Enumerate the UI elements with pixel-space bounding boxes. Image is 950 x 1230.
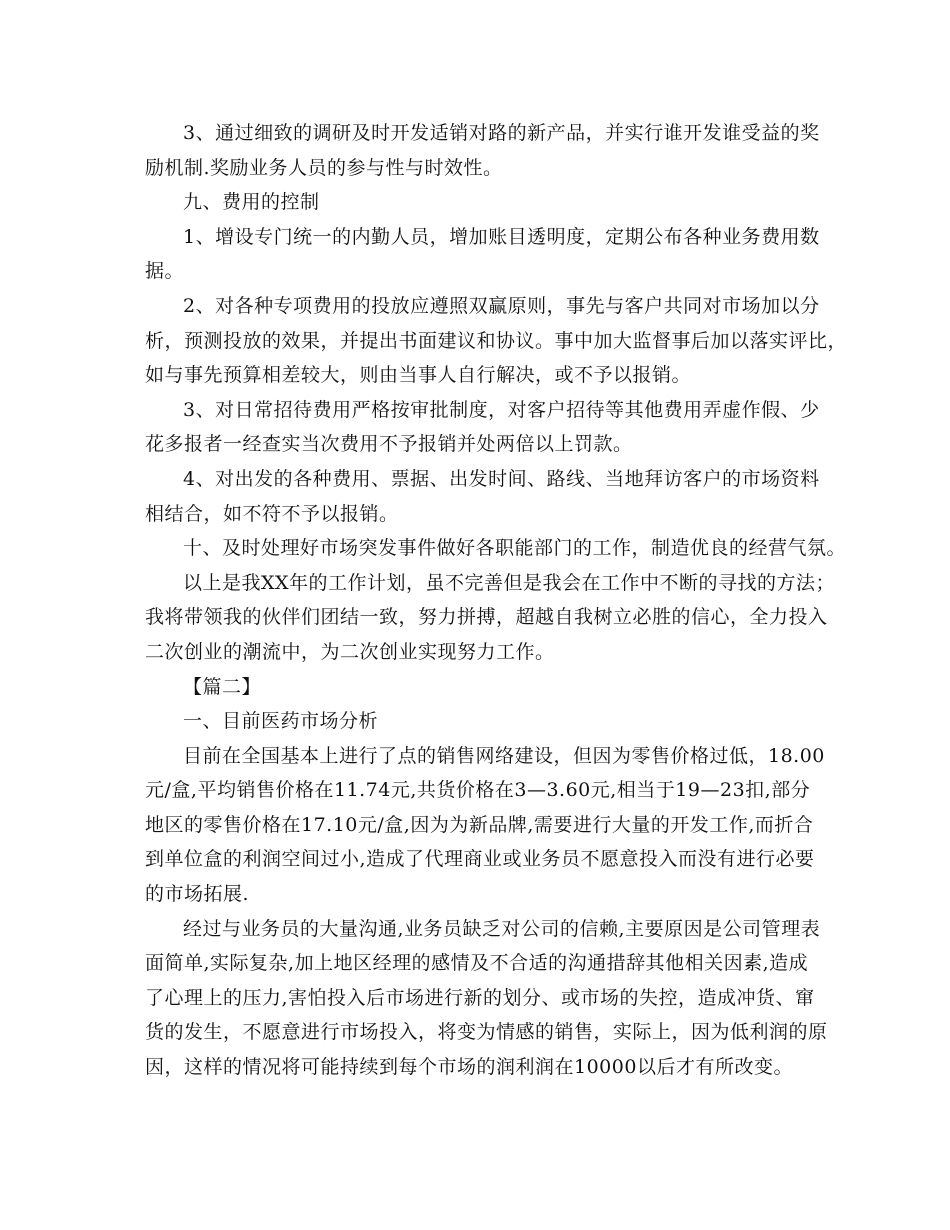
- text-line: 一、目前医药市场分析: [183, 710, 379, 733]
- text-line: 3、对日常招待费用严格按审批制度，对客户招待等其他费用弄虚作假、少: [183, 398, 820, 421]
- text-line: 十、及时处理好市场突发事件做好各职能部门的工作，制造优良的经营气氛。: [183, 537, 847, 560]
- text-line: 3、通过细致的调研及时开发适销对路的新产品，并实行谁开发谁受益的奖: [183, 122, 820, 144]
- text-line: 九、费用的控制: [183, 191, 320, 214]
- text-line: 面简单,实际复杂,加上地区经理的感情及不合适的沟通措辞其他相关因素,造成: [145, 952, 809, 975]
- paragraph-cost-item-4: [145, 462, 820, 531]
- text-line: 2、对各种专项费用的投放应遵照双赢原则，事先与客户共同对市场加以分: [183, 294, 820, 317]
- paragraph-cost-item-1: [145, 220, 820, 289]
- text-line: 据。: [145, 260, 185, 283]
- text-line: 地区的零售价格在17.10元/盒,因为为新品牌,需要进行大量的开发工作,而折合: [145, 813, 814, 836]
- text-line: 如与事先预算相差较大，则由当事人自行解决，或不予以报销。: [145, 364, 692, 387]
- paragraph-pricing-analysis: [145, 739, 825, 912]
- paragraph-research-incentive: [145, 116, 820, 185]
- text-line: 到单位盒的利润空间过小,造成了代理商业或业务员不愿意投入而没有进行必要: [145, 848, 815, 871]
- section-heading-market-analysis: [145, 704, 805, 739]
- section-title-part-two: [145, 670, 805, 705]
- text-line: 货的发生，不愿意进行市场投入，将变为情感的销售，实际上，因为低利润的原: [145, 1021, 828, 1044]
- text-line: 经过与业务员的大量沟通,业务员缺乏对公司的信赖,主要原因是公司管理表: [183, 917, 821, 940]
- text-line: 因，这样的情况将可能持续到每个市场的润利润在10000以后才有所改变。: [145, 1056, 793, 1079]
- text-line: 元/盒,平均销售价格在11.74元,共货价格在3—3.60元,相当于19—23扣,部分: [145, 779, 811, 802]
- document-body: [145, 116, 848, 1085]
- paragraph-cost-item-3: [145, 393, 820, 462]
- text-line: 的市场拓展.: [145, 883, 250, 906]
- text-line: 以上是我XX年的工作计划，虽不完善但是我会在工作中不断的寻找的方法；: [183, 571, 836, 594]
- text-line: 了心理上的压力,害怕投入后市场进行新的划分、或市场的失控，造成冲货、窜: [145, 986, 815, 1009]
- text-line: 励机制.奖励业务人员的参与性与时效性。: [145, 156, 503, 179]
- text-line: 目前在全国基本上进行了点的销售网络建设，但因为零售价格过低，18.00: [183, 744, 825, 767]
- text-line: 我将带领我的伙伴们团结一致，努力拼搏，超越自我树立必胜的信心，全力投入: [145, 606, 828, 629]
- text-line: 相结合，如不符不予以报销。: [145, 502, 399, 525]
- text-line: 【篇二】: [183, 675, 262, 698]
- section-heading-cost-control: [145, 185, 805, 220]
- text-line: 析，预测投放的效果，并提出书面建议和协议。事中加大监督事后加以落实评比，: [145, 329, 848, 352]
- text-line: 花多报者一经查实当次费用不予报销并处两倍以上罚款。: [145, 433, 633, 456]
- paragraph-sales-team-analysis: [145, 912, 828, 1085]
- section-heading-emergency: [145, 531, 847, 566]
- text-line: 二次创业的潮流中，为二次创业实现努力工作。: [145, 640, 555, 663]
- text-line: 1、增设专门统一的内勤人员，增加账目透明度，定期公布各种业务费用数: [183, 225, 820, 248]
- paragraph-cost-item-2: [145, 289, 848, 393]
- text-line: 4、对出发的各种费用、票据、出发时间、路线、当地拜访客户的市场资料: [183, 467, 820, 490]
- paragraph-conclusion: [145, 566, 836, 670]
